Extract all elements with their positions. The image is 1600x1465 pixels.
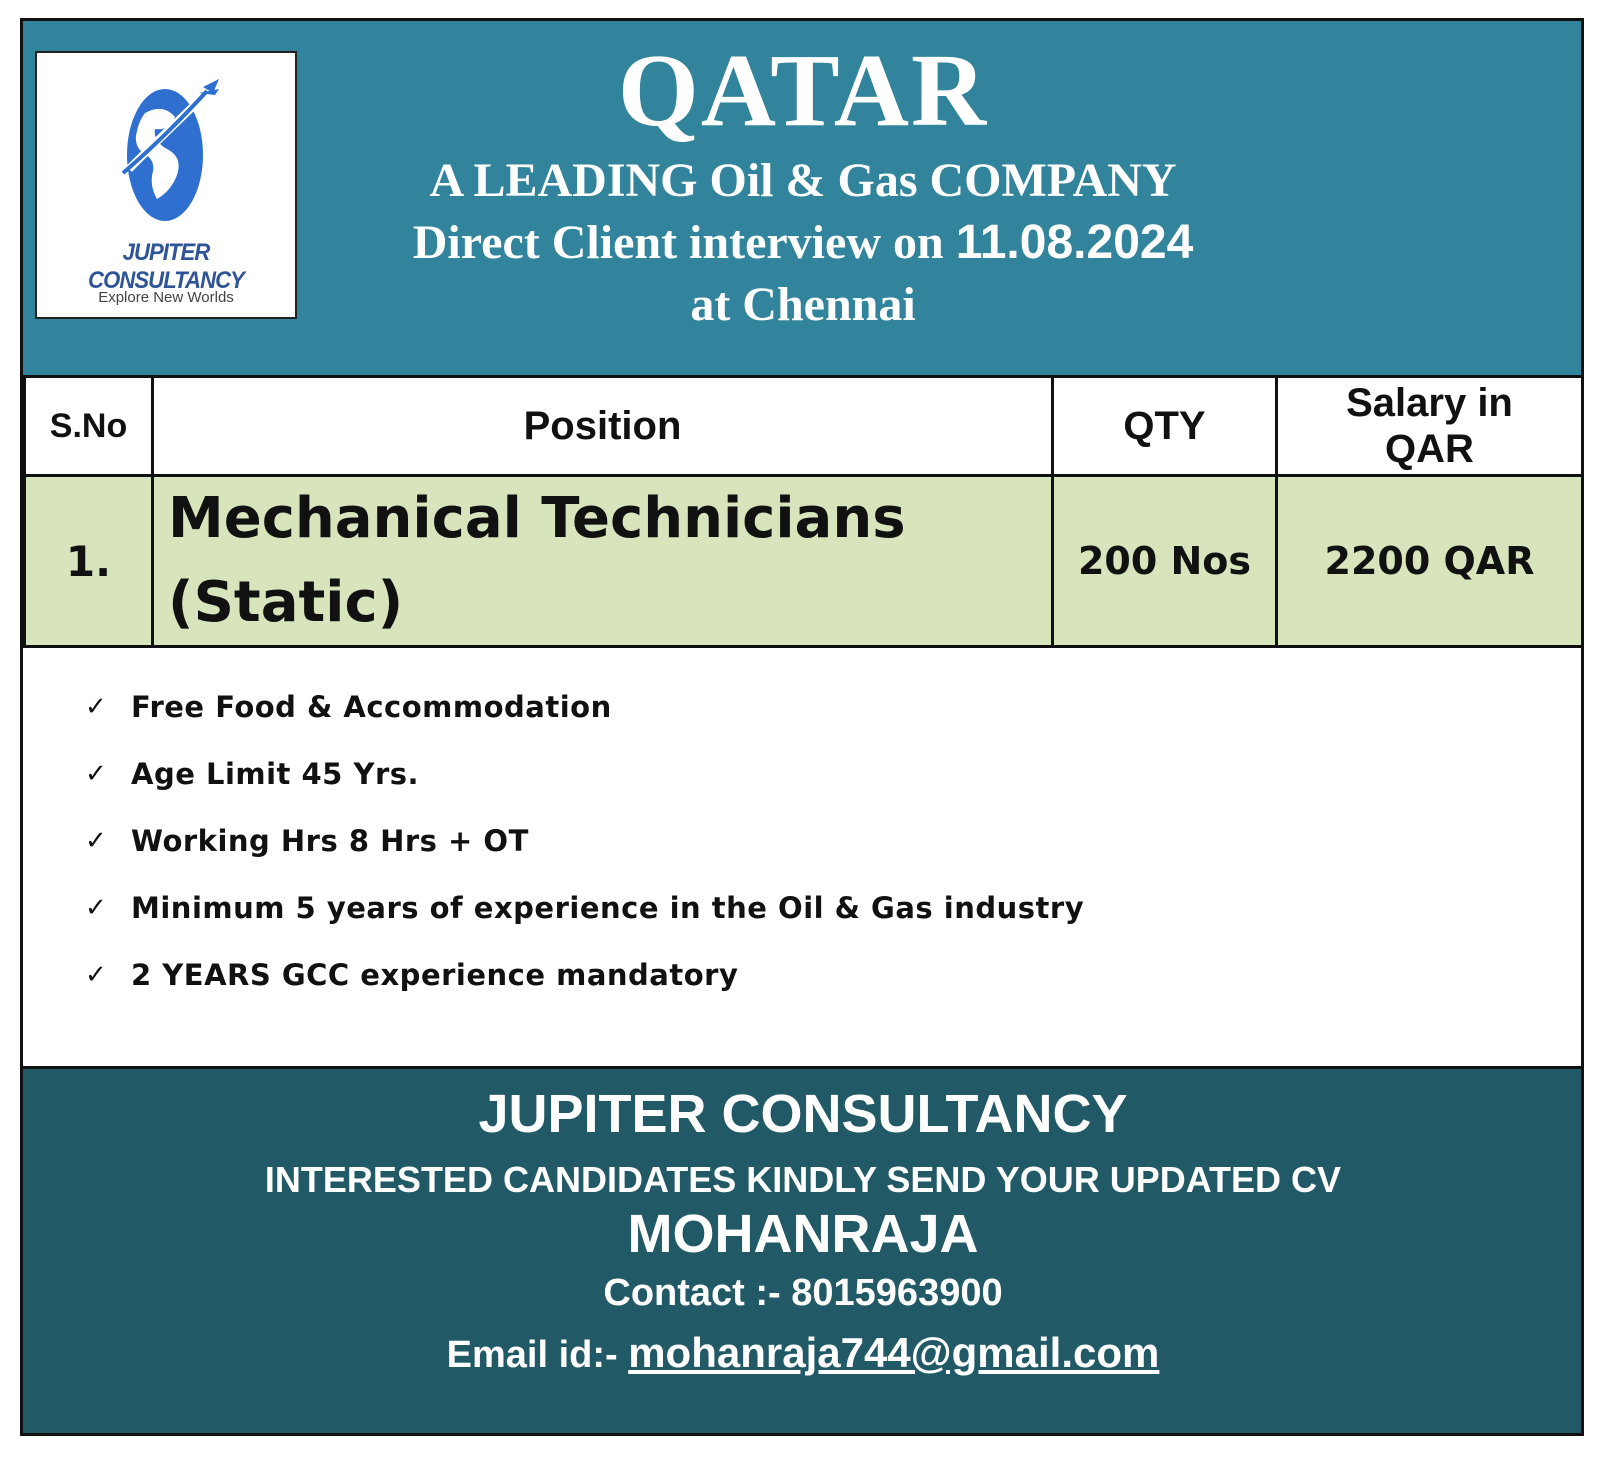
footer-company-name: JUPITER CONSULTANCY (478, 1084, 1128, 1144)
logo-tagline: Explore New Worlds (98, 289, 234, 306)
row-position-line2: (Static) (168, 570, 404, 635)
contact-label: Contact :- (603, 1272, 792, 1314)
interview-prefix: Direct Client interview on (412, 216, 944, 269)
footer-contact-name: MOHANRAJA (627, 1204, 979, 1264)
interview-line (3, 213, 1600, 273)
benefit-item (85, 822, 1084, 889)
row-position (153, 476, 1053, 647)
interview-date: 11.08.2024 (955, 216, 1194, 269)
footer-call-to-action: INTERESTED CANDIDATES KINDLY SEND YOUR UPDATED CV (264, 1159, 1342, 1200)
benefit-text: 2 YEARS GCC experience mandatory (131, 958, 739, 992)
row-position-line1: Mechanical Technicians (168, 486, 906, 551)
row-qty: 200 Nos (1053, 476, 1277, 647)
header-position: Position (153, 377, 1053, 476)
benefit-item (85, 889, 1084, 956)
email-label: Email id:- (446, 1334, 629, 1376)
table-header-row (25, 377, 1583, 476)
country-title: QATAR (617, 33, 989, 148)
contact-footer (23, 1066, 1581, 1433)
job-poster (20, 18, 1584, 1436)
benefit-text: Working Hrs 8 Hrs + OT (131, 824, 529, 858)
header-salary-line1: Salary in (1346, 381, 1513, 425)
checkmark-icon: ✓ (85, 759, 108, 789)
benefit-text: Age Limit 45 Yrs. (131, 757, 420, 791)
logo-company-name: JUPITER CONSULTANCY (88, 239, 244, 294)
interview-location: at Chennai (690, 278, 916, 331)
benefit-item (85, 755, 1084, 822)
checkmark-icon: ✓ (85, 893, 108, 923)
email-link[interactable]: mohanraja744@gmail.com (628, 1329, 1160, 1376)
benefit-text: Free Food & Accommodation (131, 690, 612, 724)
row-salary: 2200 QAR (1277, 476, 1583, 647)
header-salary (1277, 377, 1583, 476)
benefit-item (85, 688, 1084, 755)
header-sno: S.No (25, 377, 153, 476)
footer-email-line (3, 1325, 1600, 1383)
header-qty: QTY (1053, 377, 1277, 476)
positions-table (23, 375, 1584, 648)
checkmark-icon: ✓ (85, 960, 108, 990)
checkmark-icon: ✓ (85, 826, 108, 856)
table-row (25, 476, 1583, 647)
company-description: A LEADING Oil & Gas COMPANY (429, 154, 1177, 207)
benefits-list (85, 688, 1084, 1023)
header-salary-line2: QAR (1385, 427, 1474, 471)
contact-number[interactable]: 8015963900 (791, 1272, 1003, 1314)
poster-header (23, 21, 1581, 379)
benefit-item (85, 956, 1084, 1023)
footer-contact-line (3, 1265, 1600, 1321)
checkmark-icon: ✓ (85, 692, 108, 722)
row-sno: 1. (25, 476, 153, 647)
benefit-text: Minimum 5 years of experience in the Oil & Gas industry (131, 891, 1085, 925)
